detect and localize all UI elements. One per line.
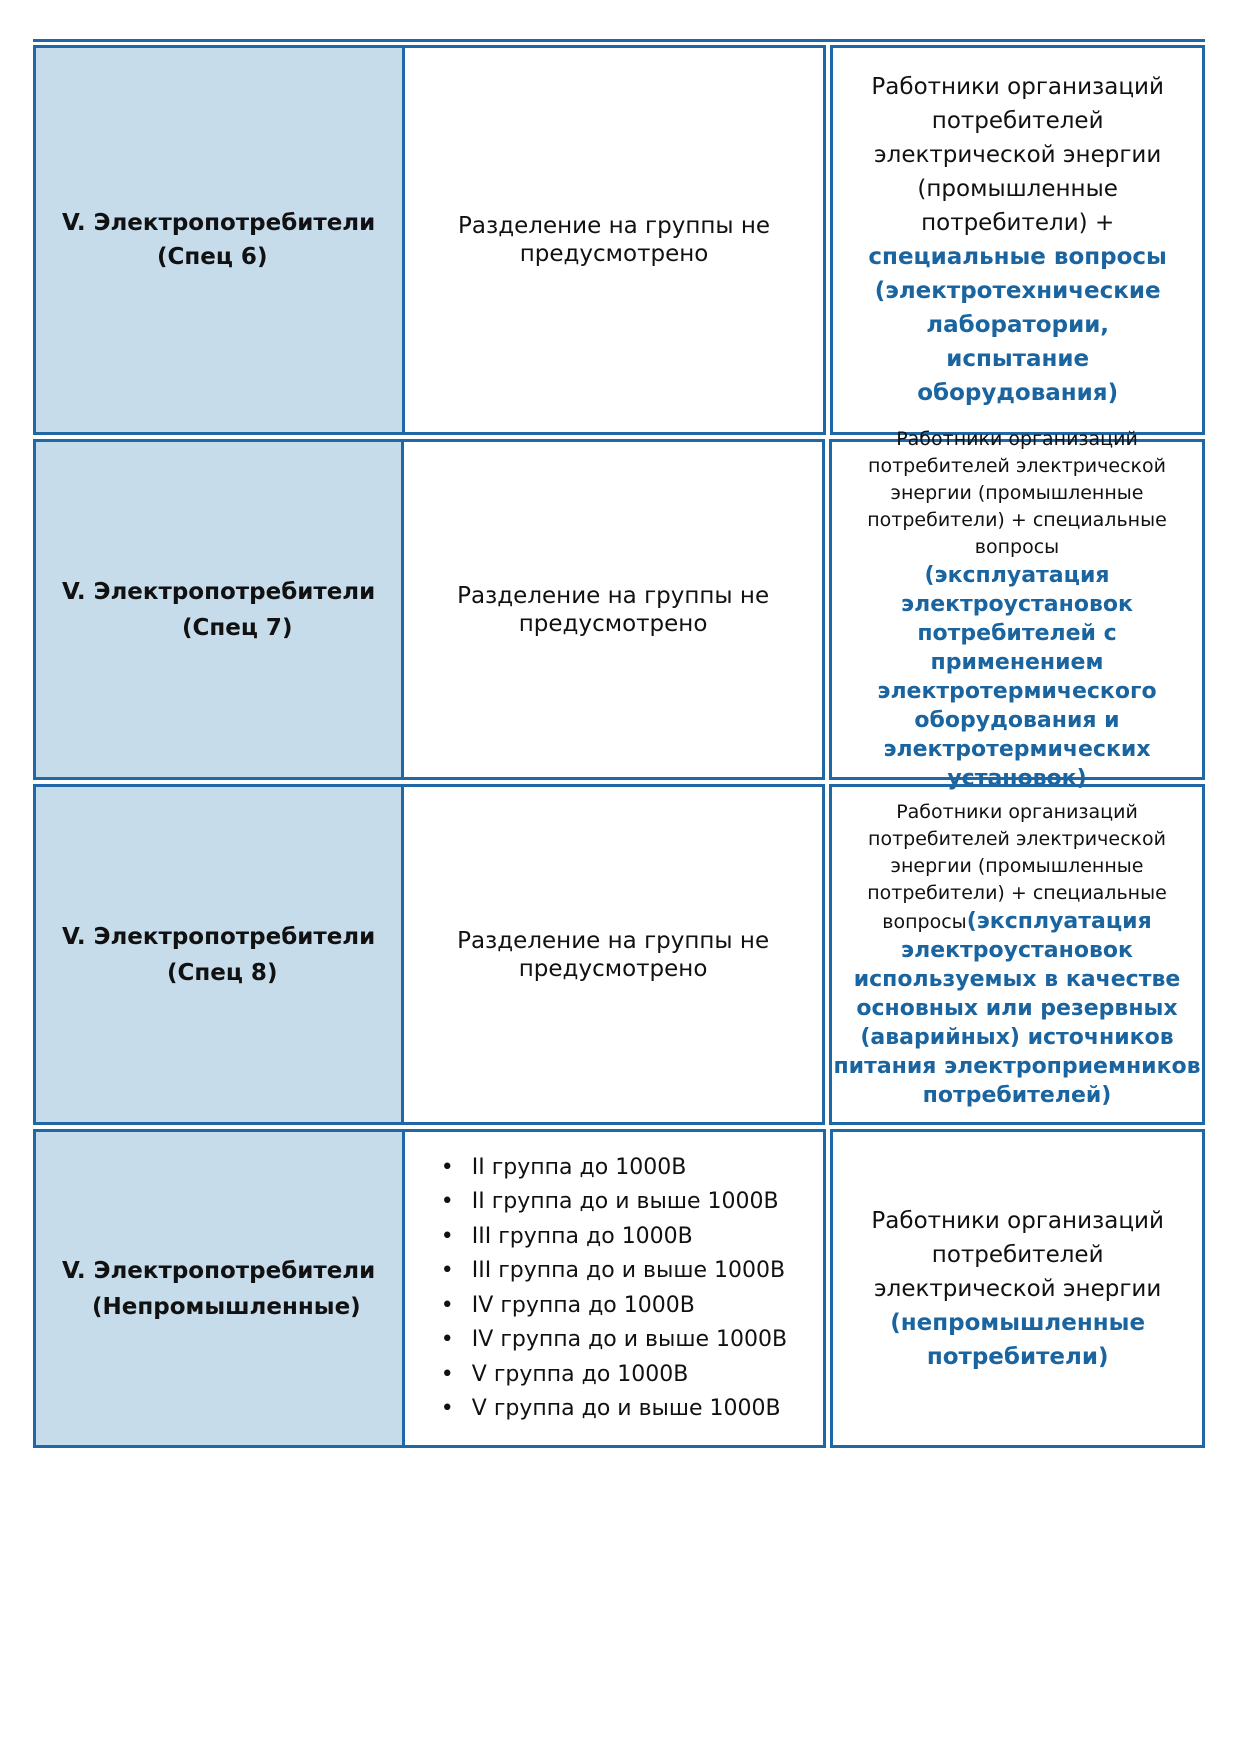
staff-highlight: (непромышленные потребители) (890, 1309, 1146, 1370)
category-cell (33, 1129, 405, 1448)
groups-text: Разделение на группы не предусмотрено (457, 582, 770, 637)
groups-list (405, 1151, 787, 1427)
staff-highlight: (эксплуатация электроустановок потребителей с применением электротермического оборудования и электротермических установок) (877, 563, 1157, 791)
list-item: • II группа до 1000В (445, 1151, 787, 1186)
category-cell (33, 45, 405, 435)
table-row (33, 1129, 1205, 1448)
category-sub: (Спец 8) (167, 959, 278, 986)
list-item: • III группа до и выше 1000В (445, 1254, 787, 1289)
staff-highlight: (эксплуатация электроустановок используемых в качестве основных или резервных (аварийных) источников питания электроприемников потребителей) (833, 909, 1201, 1108)
staff-text: Работники организаций потребителей электрической энергии (промышленные потребители) + специальные вопросы (867, 428, 1167, 558)
list-item: • IV группа до и выше 1000В (445, 1323, 787, 1358)
list-item: • III группа до 1000В (445, 1220, 787, 1255)
groups-text: Разделение на группы не предусмотрено (457, 927, 770, 982)
groups-cell (405, 45, 827, 435)
category-cell (33, 439, 404, 780)
staff-cell (829, 784, 1205, 1125)
category-sub: (Спец 6) (157, 244, 268, 270)
list-item: • V группа до и выше 1000В (445, 1392, 787, 1427)
table-row (33, 428, 1205, 791)
list-item: • II группа до и выше 1000В (445, 1185, 787, 1220)
groups-cell (404, 439, 825, 780)
staff-text: Работники организаций потребителей электрической энергии (871, 1207, 1164, 1302)
groups-cell (405, 1129, 827, 1448)
staff-text: Работники организаций потребителей электрической энергии (промышленные потребители) + специальные вопросы (867, 801, 1167, 933)
category-sub: (Непромышленные) (92, 1293, 361, 1320)
table-row (33, 45, 1205, 435)
category-label: V. Электропотребители (62, 578, 376, 605)
groups-cell (404, 784, 825, 1125)
staff-cell (829, 428, 1205, 791)
list-item: • IV группа до 1000В (445, 1289, 787, 1324)
list-item: • V группа до 1000В (445, 1358, 787, 1393)
table-row (33, 784, 1205, 1125)
staff-highlight: специальные вопросы (электротехнические лаборатории, испытание оборудования) (868, 244, 1167, 406)
table-top-border (33, 39, 1205, 42)
category-label: V. Электропотребители (62, 1257, 376, 1284)
category-label: V. Электропотребители (62, 923, 376, 950)
staff-text: Работники организаций потребителей электрической энергии (промышленные потребители) + (871, 74, 1164, 236)
category-cell (33, 784, 404, 1125)
staff-cell (830, 45, 1205, 435)
groups-text: Разделение на группы не предусмотрено (458, 213, 771, 267)
category-sub: (Спец 7) (182, 614, 293, 641)
staff-cell (830, 1129, 1205, 1448)
category-label: V. Электропотребители (62, 210, 376, 236)
